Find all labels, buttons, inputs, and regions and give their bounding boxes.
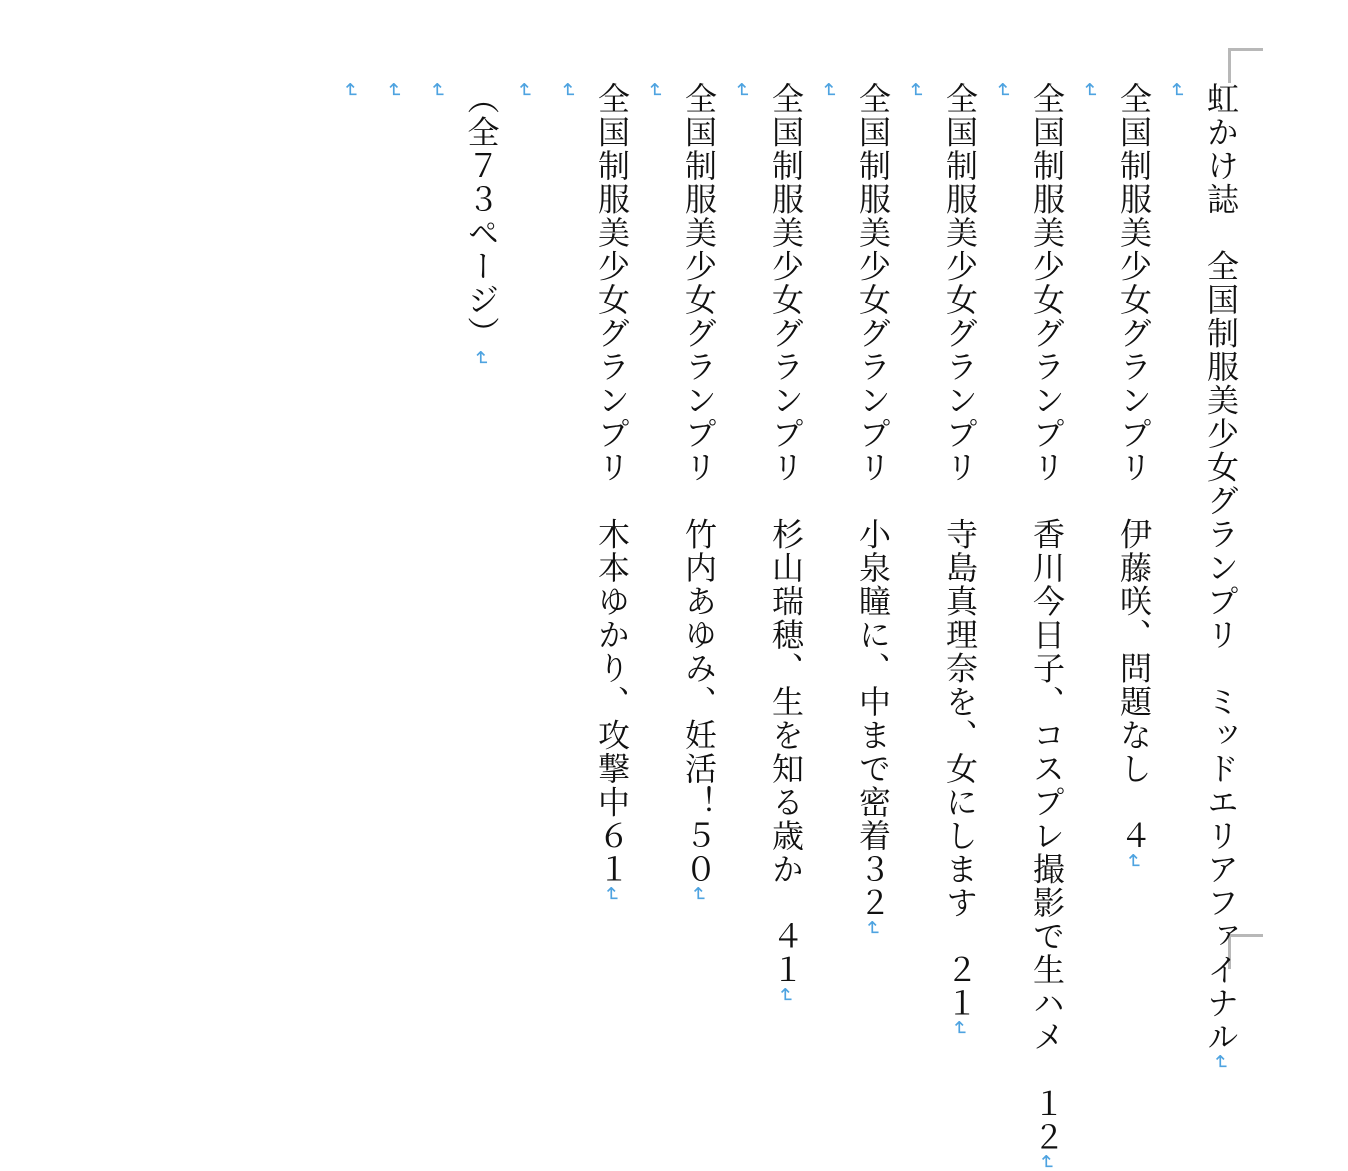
top-crop-mark xyxy=(1228,48,1263,83)
paragraph-mark-icon: ↵ xyxy=(1165,82,1190,99)
contents-line[interactable] xyxy=(1112,82,1156,962)
line-text: 全国制服美少女グランプリ 香川今日子、コスプレ撮影で生ハメ １２ xyxy=(1028,82,1066,1154)
line-text: 全国制服美少女グランプリ 小泉瞳に、中まで密着３２ xyxy=(854,82,892,920)
empty-line[interactable] xyxy=(329,82,373,962)
paragraph-mark-icon: ↵ xyxy=(426,82,450,99)
line-text: 全国制服美少女グランプリ 伊藤咲、問題なし ４ xyxy=(1115,82,1153,853)
paragraph-mark-icon: ↵ xyxy=(1078,82,1103,99)
contents-line[interactable] xyxy=(590,82,634,962)
empty-line[interactable] xyxy=(503,82,547,962)
paragraph-mark-icon: ↵ xyxy=(469,350,494,367)
empty-line[interactable] xyxy=(1155,82,1199,962)
line-text: 全国制服美少女グランプリ 杉山瑞穂、生を知る歳か ４１ xyxy=(767,82,805,987)
line-text: 虹かけ誌 全国制服美少女グランプリ ミッドエリアファイナル xyxy=(1202,82,1240,1054)
empty-line[interactable] xyxy=(720,82,764,962)
contents-line[interactable] xyxy=(851,82,895,962)
line-text: （全７３ページ） xyxy=(462,82,501,350)
empty-line[interactable] xyxy=(633,82,677,962)
paragraph-mark-icon: ↵ xyxy=(600,886,624,903)
paragraph-mark-icon: ↵ xyxy=(1035,1154,1059,1171)
empty-line[interactable] xyxy=(546,82,590,962)
contents-line[interactable] xyxy=(938,82,982,1037)
paragraph-mark-icon: ↵ xyxy=(904,82,929,99)
line-text: 全国制服美少女グランプリ 寺島真理奈を、女にします ２１ xyxy=(941,82,979,1020)
empty-line[interactable] xyxy=(894,82,938,962)
contents-line[interactable] xyxy=(1025,82,1069,1171)
paragraph-mark-icon: ↵ xyxy=(774,986,798,1004)
vertical-text-body[interactable] xyxy=(329,82,1243,1171)
empty-line[interactable] xyxy=(807,82,851,962)
empty-line[interactable] xyxy=(416,82,460,962)
empty-line[interactable] xyxy=(981,82,1025,962)
paragraph-mark-icon: ↵ xyxy=(1122,852,1146,870)
line-text: 全国制服美少女グランプリ 竹内あゆみ、妊活！５０ xyxy=(680,82,718,886)
line-text: 全国制服美少女グランプリ 木本ゆかり、攻撃中６１ xyxy=(593,82,631,886)
empty-line[interactable] xyxy=(1068,82,1112,962)
paragraph-mark-icon: ↵ xyxy=(556,82,581,99)
page-count-line[interactable] xyxy=(459,82,503,962)
paragraph-mark-icon: ↵ xyxy=(861,919,885,937)
paragraph-mark-icon: ↵ xyxy=(339,82,363,99)
title-line[interactable] xyxy=(1199,82,1243,1071)
paragraph-mark-icon: ↵ xyxy=(817,82,842,99)
paragraph-mark-icon: ↵ xyxy=(948,1020,972,1037)
contents-line[interactable] xyxy=(764,82,808,1004)
contents-line[interactable] xyxy=(677,82,721,962)
paragraph-mark-icon: ↵ xyxy=(513,82,537,99)
paragraph-mark-icon: ↵ xyxy=(382,82,407,99)
empty-line[interactable] xyxy=(372,82,416,962)
paragraph-mark-icon: ↵ xyxy=(730,82,755,99)
paragraph-mark-icon: ↵ xyxy=(1209,1053,1233,1071)
paragraph-mark-icon: ↵ xyxy=(991,82,1016,99)
paragraph-mark-icon: ↵ xyxy=(687,886,711,903)
paragraph-mark-icon: ↵ xyxy=(643,82,668,99)
